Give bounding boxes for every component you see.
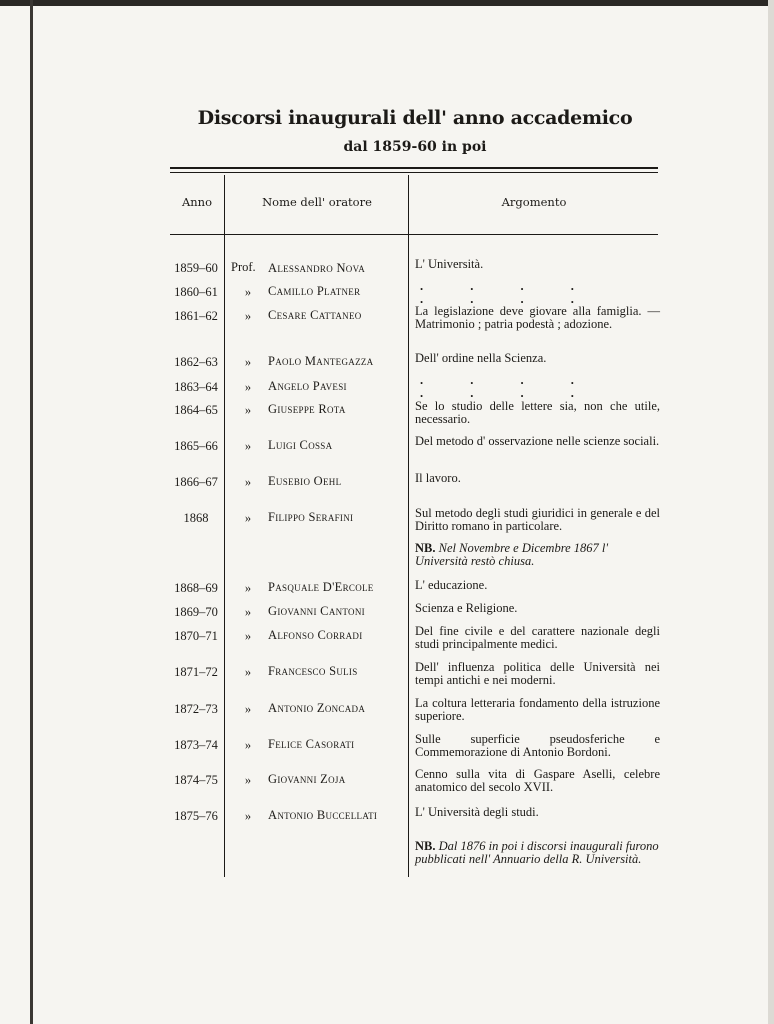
annuario-note <box>415 840 660 866</box>
note-label: NB. <box>415 839 436 853</box>
year-cell: 1865–66 <box>174 439 218 453</box>
topic-cell: Se lo studio delle lettere sia, non che utile, necessario. <box>415 399 660 426</box>
topic-cell: Il lavoro. <box>415 471 461 485</box>
note-text: Dal 1876 in poi i discorsi inaugurali furono pubblicati nell' Annuario della R. Università. <box>415 839 659 866</box>
header-bottom-rule <box>170 234 658 235</box>
orator-name: Giuseppe Rota <box>268 402 346 416</box>
orator-name: Eusebio Oehl <box>268 474 342 488</box>
year-cell: 1874–75 <box>174 773 218 787</box>
year-cell: 1868 <box>183 511 209 525</box>
year-cell: 1863–64 <box>174 380 218 394</box>
topic-cell: Cenno sulla vita di Gaspare Aselli, celebre anatomico del secolo XVII. <box>415 767 660 794</box>
ditto-mark: » <box>244 809 252 823</box>
ditto-mark: » <box>244 355 252 369</box>
orator-name: Pasquale D'Ercole <box>268 580 374 594</box>
orator-name: Luigi Cossa <box>268 438 333 452</box>
header-name: Nome dell' oratore <box>262 195 372 209</box>
note-text: Nel Novembre e Dicembre 1867 l' Università restò chiusa. <box>415 541 609 568</box>
year-cell: 1871–72 <box>174 665 218 679</box>
topic-cell: Del fine civile e del carattere nazionale degli studi principalmente medici. <box>415 624 660 651</box>
topic-cell: Dell' ordine nella Scienza. <box>415 351 547 365</box>
year-cell: 1875–76 <box>174 809 218 823</box>
orator-name: Alessandro Nova <box>268 261 366 275</box>
year-cell: 1872–73 <box>174 702 218 716</box>
column-divider-1 <box>224 175 225 877</box>
topic-cell: Sul metodo degli studi giuridici in generale e del Diritto romano in particolare. <box>415 506 660 533</box>
ditto-mark: » <box>244 511 252 525</box>
ditto-mark: » <box>244 581 252 595</box>
ellipsis-dots: . . . . . . . . <box>420 373 596 400</box>
orator-name: Angelo Pavesi <box>268 379 347 393</box>
closure-note <box>415 542 660 568</box>
year-cell: 1862–63 <box>174 355 218 369</box>
ditto-mark: » <box>244 605 252 619</box>
orator-name: Felice Casorati <box>268 737 355 751</box>
year-cell: 1859–60 <box>174 261 218 275</box>
table-top-rule <box>170 167 658 169</box>
ditto-mark: » <box>244 309 252 323</box>
year-cell: 1866–67 <box>174 475 218 489</box>
orator-name: Paolo Mantegazza <box>268 354 374 368</box>
topic-cell: Dell' influenza politica delle Università nei tempi antichi e nei moderni. <box>415 660 660 687</box>
prof-label: Prof. <box>231 260 256 274</box>
year-cell: 1873–74 <box>174 738 218 752</box>
topic-cell: L' Università degli studi. <box>415 805 539 819</box>
ditto-mark: » <box>244 702 252 716</box>
ditto-mark: » <box>244 285 252 299</box>
ditto-mark: » <box>244 439 252 453</box>
page-title: Discorsi inaugurali dell' anno accademico <box>197 107 633 129</box>
orator-name: Filippo Serafini <box>268 510 354 524</box>
year-cell: 1868–69 <box>174 581 218 595</box>
header-year: Anno <box>181 195 213 209</box>
orator-name: Antonio Zoncada <box>268 701 366 715</box>
orator-name: Giovanni Zoja <box>268 772 346 786</box>
ditto-mark: » <box>244 773 252 787</box>
topic-cell: La legislazione deve giovare alla famiglia. — Matrimonio ; patria podestà ; adozione. <box>415 304 660 331</box>
page-subtitle: dal 1859-60 in poi <box>343 139 487 155</box>
topic-cell: Sulle superficie pseudosferiche e Commemorazione di Antonio Bordoni. <box>415 732 660 759</box>
ditto-mark: » <box>244 403 252 417</box>
ditto-mark: » <box>244 738 252 752</box>
header-topic: Argomento <box>501 195 567 209</box>
column-divider-2 <box>408 175 409 877</box>
table-top-rule-thin <box>170 172 658 173</box>
topic-cell: Scienza e Religione. <box>415 601 518 615</box>
orator-name: Cesare Cattaneo <box>268 308 362 322</box>
orator-name: Francesco Sulis <box>268 664 358 678</box>
topic-cell: L' Università. <box>415 257 484 271</box>
orator-name: Camillo Platner <box>268 284 361 298</box>
orator-name: Giovanni Cantoni <box>268 604 365 618</box>
ditto-mark: » <box>244 629 252 643</box>
ellipsis-dots: . . . . . . . . <box>420 279 596 306</box>
year-cell: 1869–70 <box>174 605 218 619</box>
ditto-mark: » <box>244 475 252 489</box>
topic-cell: L' educazione. <box>415 578 488 592</box>
year-cell: 1861–62 <box>174 309 218 323</box>
year-cell: 1860–61 <box>174 285 218 299</box>
topic-cell: Del metodo d' osservazione nelle scienze sociali. <box>415 434 660 448</box>
ditto-mark: » <box>244 380 252 394</box>
orator-name: Antonio Buccellati <box>268 808 378 822</box>
year-cell: 1864–65 <box>174 403 218 417</box>
topic-cell: La coltura letteraria fondamento della istruzione superiore. <box>415 696 660 723</box>
note-label: NB. <box>415 541 436 555</box>
orator-name: Alfonso Corradi <box>268 628 363 642</box>
year-cell: 1870–71 <box>174 629 218 643</box>
ditto-mark: » <box>244 665 252 679</box>
